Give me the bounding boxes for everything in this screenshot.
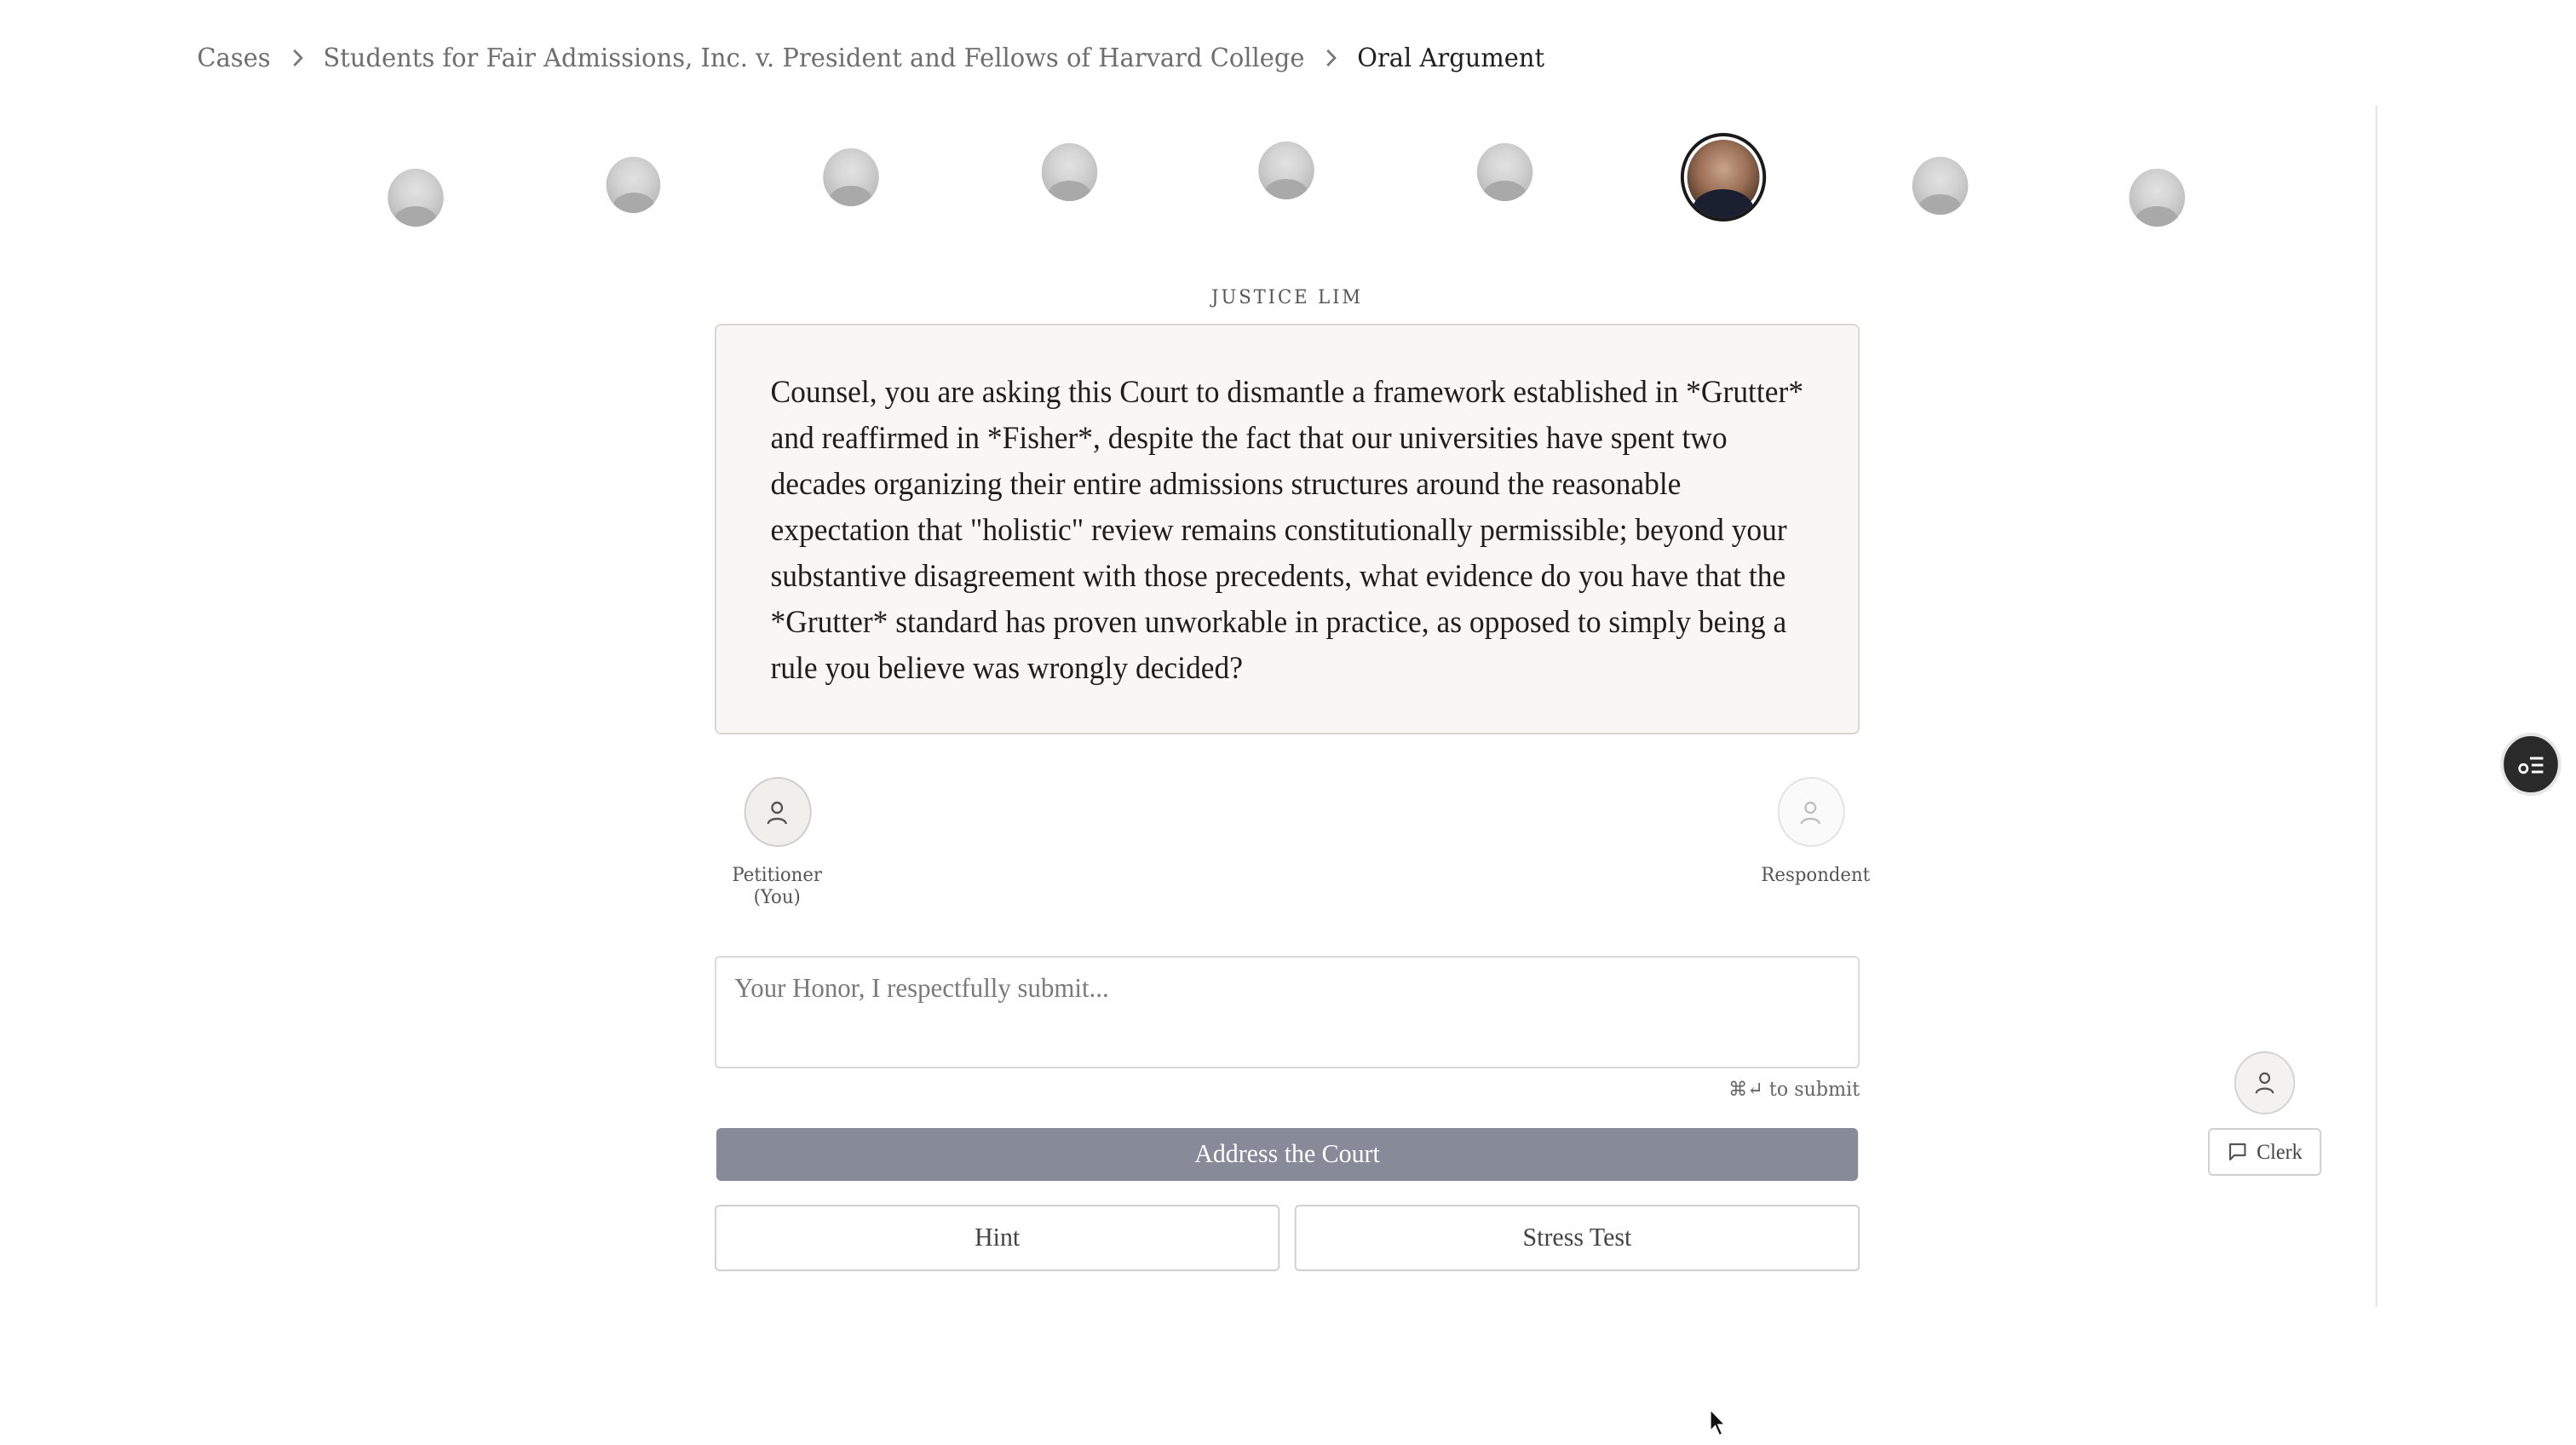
user-icon [744, 777, 811, 847]
clerk-label: Clerk [2257, 1139, 2303, 1163]
justice-avatar-9[interactable] [2129, 169, 2185, 227]
response-input[interactable] [715, 956, 1860, 1068]
justice-avatar-5[interactable] [1258, 141, 1314, 199]
clerk-avatar [2234, 1051, 2295, 1114]
justice-avatar-8[interactable] [1912, 157, 1969, 215]
breadcrumb-case[interactable]: Students for Fair Admissions, Inc. v. President and Fellows of Harvard College [323, 43, 1305, 73]
justice-avatar-4[interactable] [1042, 143, 1098, 201]
address-court-button[interactable]: Address the Court [716, 1128, 1858, 1181]
respondent-label: Respondent [1761, 864, 1871, 886]
question-text: Counsel, you are asking this Court to dismantle a framework established in *Grutter* and reaffirmed in *Fisher*, despite the fact that our universities have spent two decades organizing their entire admissions structures around the reasonable expectation that "holistic" review remains constitutionally permissible; beyond your substantive disagreement with those precedents, what evidence do you have that the *Grutter* standard has proven unworkable in practice, as opposed to simply being a rule you believe was wrongly decided? [715, 324, 1860, 734]
submit-hint: ⌘↵ to submit [1728, 1077, 1860, 1101]
breadcrumb-cases[interactable]: Cases [197, 43, 271, 73]
breadcrumb-current: Oral Argument [1357, 43, 1545, 73]
justice-avatar-2[interactable] [607, 157, 661, 213]
breadcrumb [197, 43, 1544, 73]
message-square-icon [2227, 1142, 2246, 1162]
justice-avatar-active[interactable] [1681, 133, 1766, 222]
clerk-button[interactable] [2208, 1128, 2321, 1176]
hint-button[interactable]: Hint [715, 1205, 1279, 1271]
chevron-right-icon [290, 48, 303, 68]
sidebar-divider [2376, 106, 2378, 1307]
user-icon [1777, 777, 1844, 847]
petitioner [715, 777, 840, 908]
chevron-right-icon [1325, 48, 1337, 68]
mouse-cursor-icon [1709, 1408, 1728, 1445]
user-icon [2252, 1070, 2277, 1096]
respondent [1761, 777, 1871, 886]
speaker-label: JUSTICE LIM [1211, 286, 1363, 308]
stress-test-button[interactable]: Stress Test [1295, 1205, 1860, 1271]
justice-avatar-3[interactable] [823, 148, 879, 206]
petitioner-label: Petitioner (You) [732, 864, 823, 908]
justice-avatar-1[interactable] [388, 169, 444, 227]
list-toggle-icon[interactable] [2500, 733, 2561, 796]
justice-avatar-6[interactable] [1477, 143, 1533, 201]
